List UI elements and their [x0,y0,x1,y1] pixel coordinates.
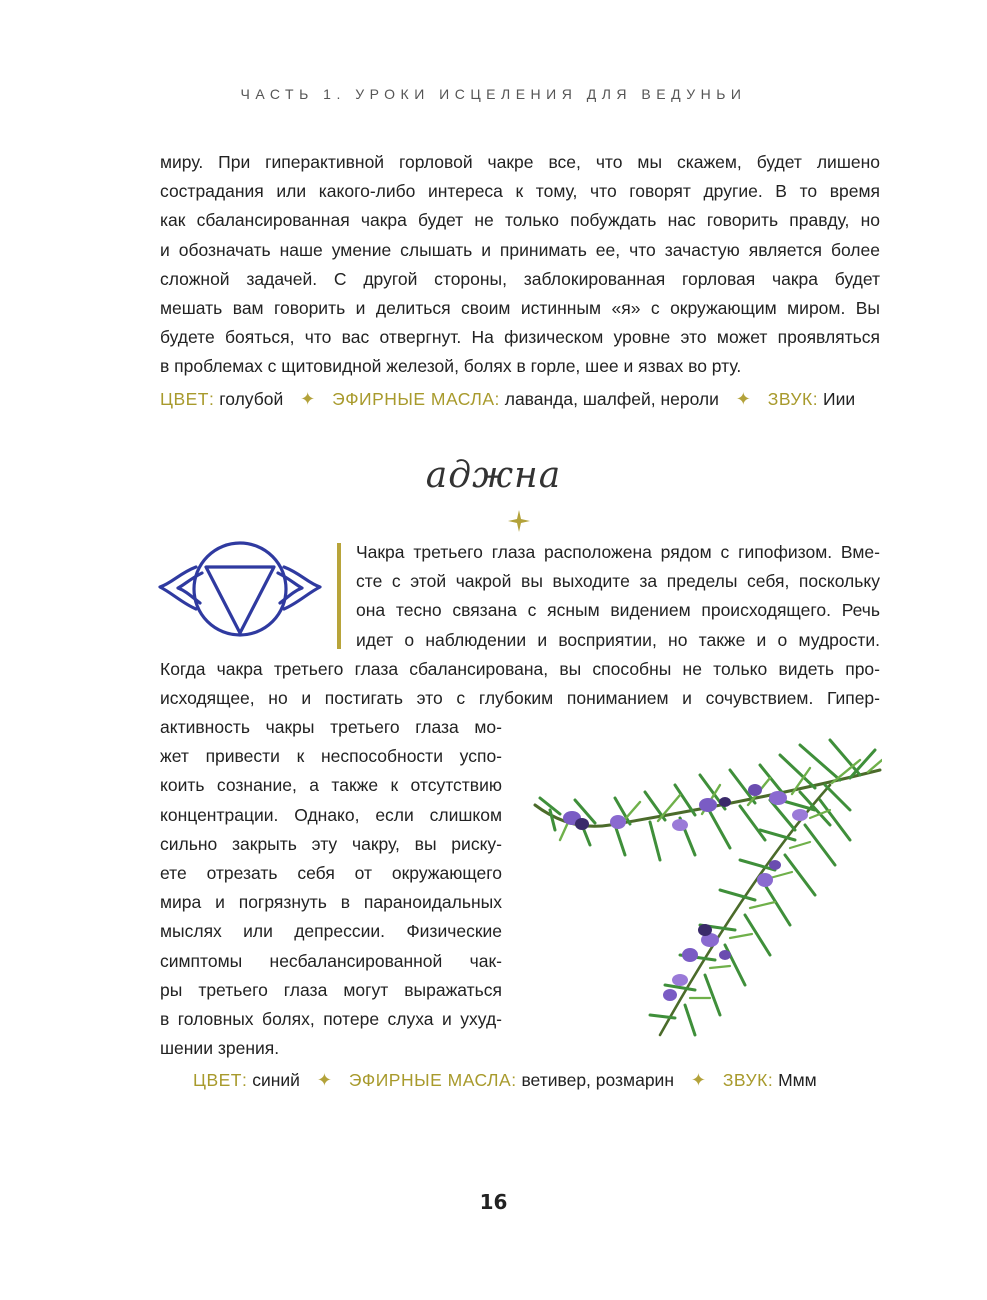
text-line: она тесно связана с ясным видением происходящего. Речь [356,600,880,621]
color-value: голубой [219,389,284,409]
color-label: ЦВЕТ: [160,389,215,409]
narrow-paragraph [160,713,502,1063]
oils-label: ЭФИРНЫЕ МАСЛА: [348,1070,517,1090]
text-line: сложной задачей. С другой стороны, заблокированная горловая чакра будет [160,268,880,289]
text-line: шении зрения. [160,1038,280,1059]
four-point-star-icon [508,510,530,532]
sound-value: Ммм [778,1070,817,1090]
text-line: исходящее, но и постигать это с глубоким пониманием и сочувствием. Гипер- [160,688,880,709]
four-point-star-icon: ✦ [300,389,316,409]
text-line: симптомы несбалансированной чак- [160,950,502,971]
color-label: ЦВЕТ: [193,1070,248,1090]
oils-label: ЭФИРНЫЕ МАСЛА: [332,389,500,409]
running-header: ЧАСТЬ 1. УРОКИ ИСЦЕЛЕНИЯ ДЛЯ ВЕДУНЬИ [240,86,747,102]
sound-label: ЗВУК: [767,389,819,409]
text-line: будете бояться, что вас отвергнут. На физическом уровне это может проявляться [160,327,880,348]
oils-value: ветивер, розмарин [521,1070,674,1090]
text-line: сильно закрыть эту чакру, вы риску- [160,833,502,854]
oils-value: лаванда, шалфей, нероли [504,389,719,409]
third-eye-chakra-icon [158,537,322,645]
four-point-star-icon: ✦ [316,1070,332,1090]
text-line: коить сознание, а также к отсутствию [160,775,502,796]
text-line: миру. При гиперактивной горловой чакре все, что мы скажем, будет лишено [160,152,880,172]
text-line: сте с этой чакрой вы выходите за пределы себя, поскольку [356,571,880,592]
text-line: концентрации. Однако, если слишком [160,804,502,825]
text-line: мешать вам говорить и делиться своим истинным «я» с окружающим миром. Вы [160,298,880,319]
rosemary-illustration [530,730,882,1042]
text-line: в головных болях, потере слуха и ухуд- [160,1009,502,1030]
text-line: сострадания или какого-либо интереса к тому, что говорят другие. В то время [160,181,880,202]
text-line: Когда чакра третьего глаза сбалансирована, вы способны не только видеть про- [160,659,880,679]
text-line: идет о наблюдении и восприятии, но также и о мудрости. [356,629,880,650]
color-value: синий [252,1070,300,1090]
throat-paragraph [160,148,880,382]
text-line: активность чакры третьего глаза мо- [160,717,502,737]
text-line: в проблемах с щитовидной железой, болях в горле, шее и язвах во рту. [160,356,742,377]
accent-bar [337,543,341,649]
throat-properties [160,389,855,410]
four-point-star-icon: ✦ [735,389,751,409]
page-number: 16 [479,1190,508,1214]
ajna-properties [193,1070,817,1091]
text-line: и обозначать наше умение слышать и принимать ее, что зачастую является более [160,239,880,260]
text-line: как сбалансированная чакра будет не только побуждать нас говорить правду, но [160,210,880,231]
text-line: мыслях или депрессии. Физические [160,921,502,942]
four-point-star-icon: ✦ [690,1070,706,1090]
text-line: ете отрезать себя от окружающего [160,863,502,884]
section-title: аджна [425,455,562,496]
text-line: ры третьего глаза могут выражаться [160,979,502,1000]
text-line: жет привести к неспособности успо- [160,746,502,767]
sound-value: Иии [822,389,856,409]
sound-label: ЗВУК: [722,1070,774,1090]
intro-paragraph [356,538,880,655]
full-width-paragraph [160,655,880,713]
text-line: Чакра третьего глаза расположена рядом с гипофизом. Вме- [356,542,880,562]
text-line: мира и погрязнуть в параноидальных [160,892,502,913]
